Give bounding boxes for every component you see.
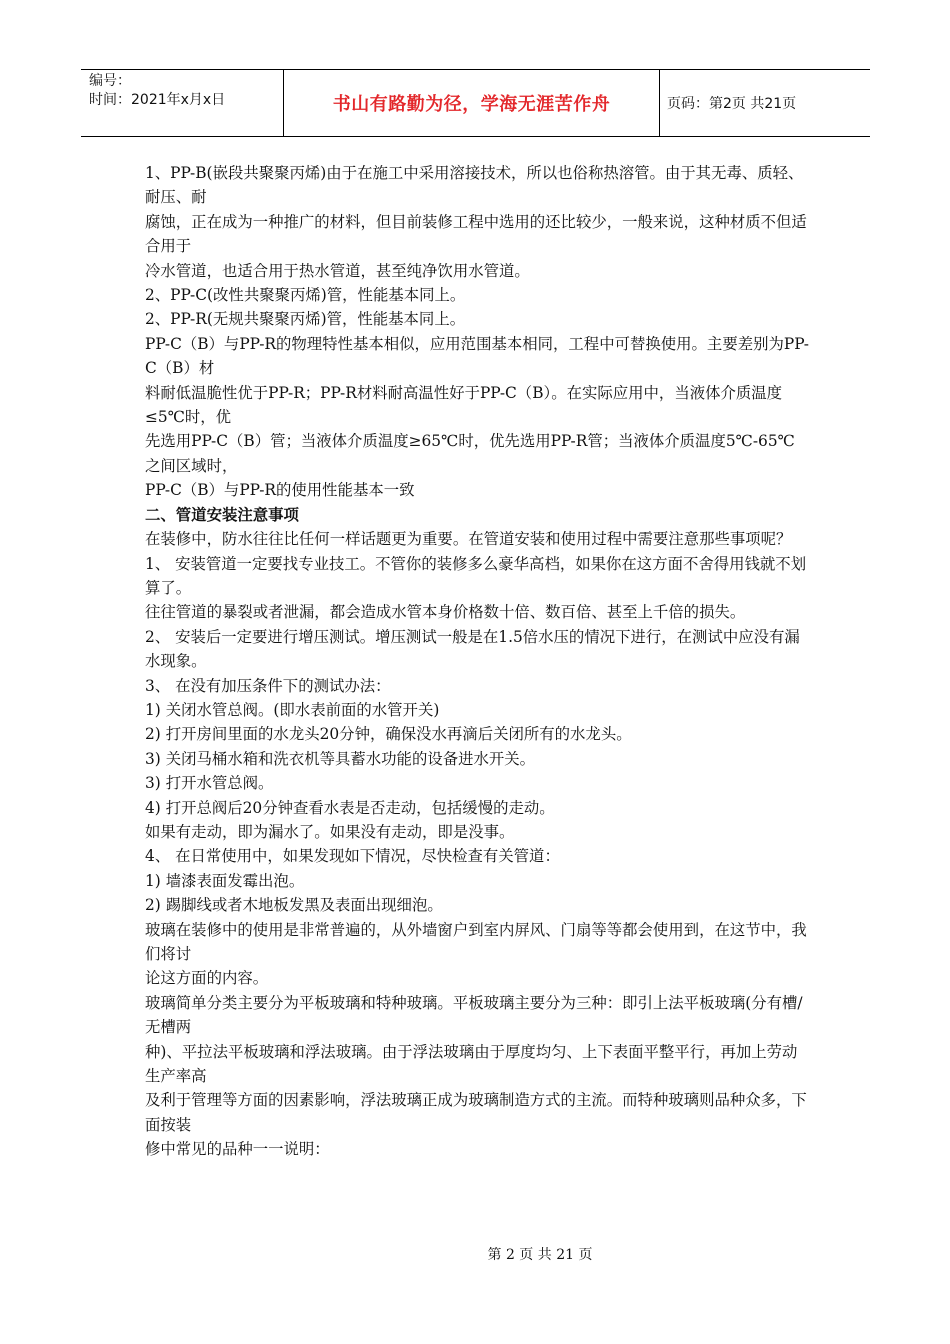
body-line: 3) 关闭马桶水箱和洗衣机等具蓄水功能的设备进水开关。 — [145, 749, 536, 768]
document-number-label: 编号： — [89, 73, 131, 89]
body-line: 2) 踢脚线或者木地板发黑及表面出现细泡。 — [145, 896, 443, 915]
body-line: 3) 打开水管总阀。 — [145, 774, 274, 793]
header-page-info: 页码：第2页 共21页 — [667, 96, 797, 112]
body-line: PP-C（B）与PP-R的使用性能基本一致 — [145, 481, 415, 500]
body-line: 及利于管理等方面的因素影响，浮法玻璃正成为玻璃制造方式的主流。而特种玻璃则品种众多，下面按装 — [145, 1091, 807, 1134]
body-line: PP-C（B）与PP-R的物理特性基本相似，应用范围基本相同，工程中可替换使用。主要差别为PP-C（B）材 — [145, 334, 809, 378]
body-line: 1) 关闭水管总阀。(即水表前面的水管开关) — [145, 700, 440, 719]
body-line: 4、 在日常使用中，如果发现如下情况，尽快检查有关管道： — [145, 847, 560, 866]
header-left — [89, 72, 289, 110]
body-line: 2、 安装后一定要进行增压测试。增压测试一般是在1.5倍水压的情况下进行，在测试中应没有漏水现象。 — [145, 627, 800, 671]
body-line: 1、PP-B(嵌段共聚聚丙烯)由于在施工中采用溶接技术，所以也俗称热溶管。由于其无毒、质轻、耐压、耐 — [145, 164, 804, 207]
body-line: 修中常见的品种一一说明： — [145, 1140, 330, 1159]
page-footer: 第 2 页 共 21 页 — [487, 1247, 593, 1263]
body-line: 腐蚀，正在成为一种推广的材料，但目前装修工程中选用的还比较少，一般来说，这种材质不但适合用于 — [145, 212, 807, 256]
body-line: 料耐低温脆性优于PP-R；PP-R材料耐高温性好于PP-C（B）。在实际应用中，当液体介质温度≤5℃时，优 — [145, 383, 783, 427]
body-line: 冷水管道，也适合用于热水管道，甚至纯净饮用水管道。 — [145, 261, 530, 280]
body-line: 论这方面的内容。 — [145, 969, 269, 988]
body-line: 先选用PP-C（B）管；当液体介质温度≥65℃时，优先选用PP-R管；当液体介质温度5℃-65℃之间区域时， — [145, 432, 795, 475]
body-line: 4) 打开总阀后20分钟查看水表是否走动，包括缓慢的走动。 — [145, 798, 555, 817]
body-line: 1、 安装管道一定要找专业技工。不管你的装修多么豪华高档，如果你在这方面不舍得用钱就不划算了。 — [145, 554, 807, 597]
body-line: 2、PP-R(无规共聚聚丙烯)管，性能基本同上。 — [145, 310, 466, 329]
section-heading: 二、管道安装注意事项 — [145, 505, 299, 524]
body-line: 3、 在没有加压条件下的测试办法： — [145, 676, 391, 695]
body-line: 往往管道的暴裂或者泄漏，都会造成水管本身价格数十倍、数百倍、甚至上千倍的损失。 — [145, 603, 746, 622]
header-motto: 书山有路勤为径，学海无涯苦作舟 — [283, 70, 660, 136]
body-line: 2) 打开房间里面的水龙头20分钟，确保没水再滴后关闭所有的水龙头。 — [145, 725, 632, 744]
body-line: 种)、平拉法平板玻璃和浮法玻璃。由于浮法玻璃由于厚度均匀、上下表面平整平行，再加上劳动生产率高 — [145, 1042, 798, 1086]
body-line: 玻璃在装修中的使用是非常普遍的，从外墙窗户到室内屏风、门扇等等都会使用到，在这节中，我们将讨 — [145, 920, 807, 963]
body-line: 如果有走动，即为漏水了。如果没有走动，即是没事。 — [145, 822, 515, 841]
body-line: 2、PP-C(改性共聚聚丙烯)管，性能基本同上。 — [145, 286, 466, 305]
document-date: 时间：2021年x月x日 — [89, 92, 226, 108]
body-line: 玻璃简单分类主要分为平板玻璃和特种玻璃。平板玻璃主要分为三种：即引上法平板玻璃(分有槽/无槽两 — [145, 993, 803, 1037]
body-line: 1) 墙漆表面发霉出泡。 — [145, 871, 305, 890]
document-body — [145, 161, 810, 1162]
body-line: 在装修中，防水往往比任何一样话题更为重要。在管道安装和使用过程中需要注意那些事项呢？ — [145, 530, 792, 549]
page-header — [81, 69, 870, 137]
